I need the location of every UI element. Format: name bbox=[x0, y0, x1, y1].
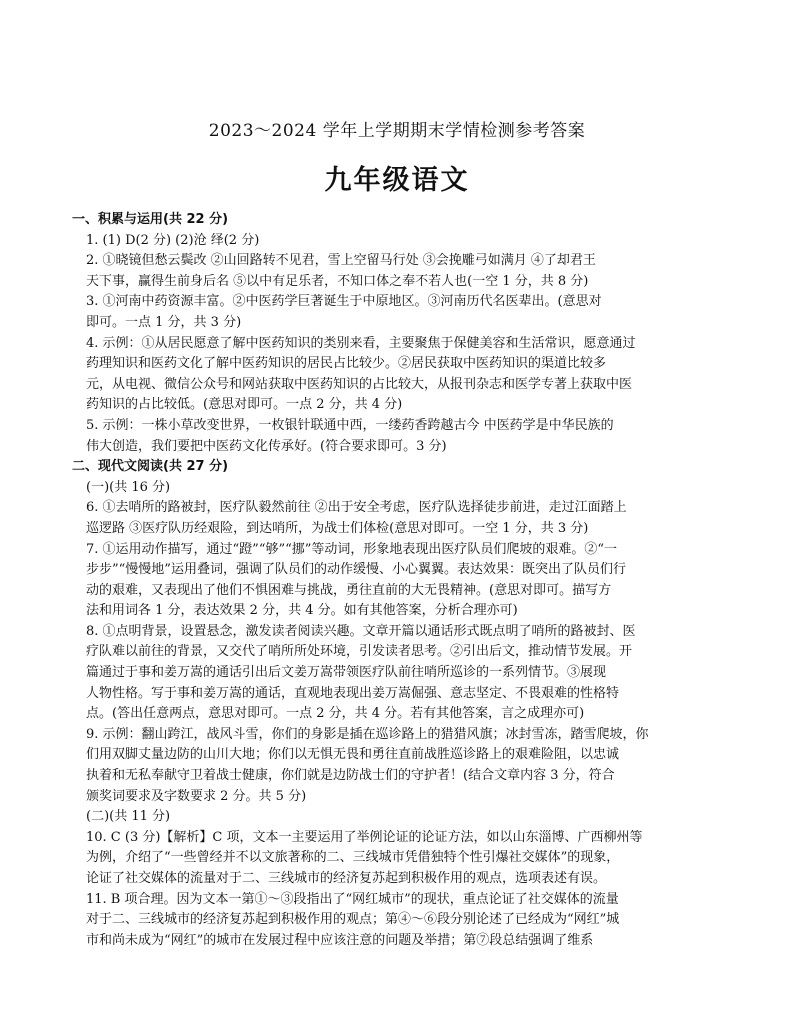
answer-line: 11. B 项合理。因为文本一第①～③段指出了“网红城市”的现状，重点论证了社交媒体的流量 bbox=[86, 891, 619, 907]
answer-line: 篇通过于事和姜万嵩的通话引出后文姜万嵩带领医疗队前往哨所巡诊的一系列情节。③展现 bbox=[86, 665, 607, 681]
answer-line: 8. ①点明背景，设置悬念，激发读者阅读兴趣。文章开篇以通话形式既点明了哨所的路被封、医 bbox=[86, 623, 636, 639]
answer-line: 药知识的占比较低。(意思对即可。一点 2 分，共 4 分) bbox=[86, 397, 403, 413]
answer-line: 9. 示例：翻山跨江，战风斗雪，你们的身影是插在巡诊路上的猎猎风旗；冰封雪冻，踏雪爬坡，你 bbox=[86, 726, 649, 742]
subject-heading: 九年级语文 bbox=[324, 165, 470, 196]
answer-line: 伟大创造，我们要把中医药文化传承好。(符合要求即可。3 分) bbox=[86, 438, 447, 454]
answer-line: 6. ①去哨所的路被封，医疗队毅然前往 ②出于安全考虑，医疗队选择徒步前进，走过江面踏上 bbox=[86, 500, 627, 516]
answer-line: 人物性格。写于事和姜万嵩的通话，直观地表现出姜万嵩倔强、意志坚定、不畏艰难的性格特 bbox=[86, 685, 620, 701]
answer-line: 1. (1) D(2 分) (2)沧 绎(2 分) bbox=[86, 232, 260, 248]
answer-body bbox=[72, 210, 688, 951]
answer-line: 元，从电视、微信公众号和网站获取中医药知识的占比较大，从报刊杂志和医学专著上获取中医 bbox=[86, 376, 633, 392]
answer-line: 步步”“慢慢地”运用叠词，强调了队员们的动作缓慢、小心翼翼。表达效果：既突出了队员们行 bbox=[86, 562, 626, 578]
answer-line: 论证了社交媒体的流量对于二、三线城市的经济复苏起到积极作用的观点，选项表述有误。 bbox=[86, 871, 607, 886]
answer-line: 7. ①运用动作描写，通过“蹬”“够”“挪”等动词，形象地表现出医疗队员们爬坡的艰难。②“一 bbox=[86, 541, 618, 557]
answer-line: 即可。一点 1 分，共 3 分) bbox=[86, 314, 242, 330]
answer-line: 10. C (3 分)【解析】C 项，文本一主要运用了举例论证的论证方法，如以山东淄博、广西柳州等 bbox=[86, 829, 643, 845]
answer-line: 对于二、三线城市的经济复苏起到积极作用的观点；第④～⑥段分别论述了已经成为“网红”城 bbox=[86, 912, 620, 928]
answer-line: 动的艰难，又表现出了他们不惧困难与挑战，勇往直前的大无畏精神。(意思对即可。描写方 bbox=[86, 582, 612, 598]
answer-line: 执着和无私奉献守卫着战士健康，你们就是边防战士们的守护者！(结合文章内容 3 分，符合 bbox=[86, 768, 615, 784]
section-heading: 二、现代文阅读(共 27 分) bbox=[72, 459, 229, 475]
answer-line: 药理知识和医药文化了解中医药知识的居民占比较少。②居民获取中医药知识的渠道比较多 bbox=[86, 356, 607, 372]
answer-line: 为例，介绍了“一些曾经并不以文旅著称的二、三线城市凭借独特个性引爆社交媒体”的现象， bbox=[86, 850, 620, 866]
answer-line: 4. 示例：①从居民愿意了解中医药知识的类别来看，主要聚焦于保健美容和生活常识，愿意通过 bbox=[86, 335, 636, 351]
answer-line: 2. ①晓镜但愁云鬓改 ②山回路转不见君，雪上空留马行处 ③会挽雕弓如满月 ④了却君王 bbox=[86, 253, 596, 269]
answer-line: 们用双脚丈量边防的山川大地；你们以无惧无畏和勇往直前战胜巡诊路上的艰难险阻，以忠诚 bbox=[86, 747, 620, 763]
answer-line: 巡逻路 ③医疗队历经艰险，到达哨所，为战士们体检(意思对即可。一空 1 分，共 3 分) bbox=[86, 520, 589, 536]
answer-line: (一)(共 16 分) bbox=[86, 479, 171, 495]
answer-line: (二)(共 11 分) bbox=[86, 809, 171, 825]
section-heading: 一、积累与运用(共 22 分) bbox=[72, 212, 229, 227]
answer-line: 3. ①河南中药资源丰富。②中医药学巨著诞生于中原地区。③河南历代名医辈出。(意思对 bbox=[86, 294, 602, 310]
answer-line: 点。(答出任意两点，意思对即可。一点 2 分，共 4 分。若有其他答案，言之成理亦可) bbox=[86, 706, 585, 722]
answer-line: 疗队难以前往的背景，又交代了哨所所处环境，引发读者思考。②引出后文，推动情节发展。开 bbox=[86, 644, 633, 660]
document-title: 2023～2024 学年上学期期末学情检测参考答案 bbox=[208, 121, 586, 141]
answer-line: 5. 示例：一株小草改变世界，一枚银针联通中西，一缕药香跨越古今 中医药学是中华民族的 bbox=[86, 417, 614, 433]
answer-line: 法和用词各 1 分，表达效果 2 分，共 4 分。如有其他答案，分析合理亦可) bbox=[86, 603, 518, 619]
answer-line: 市和尚未成为“网红”的城市在发展过程中应该注意的问题及举措；第⑦段总结强调了维系 bbox=[86, 932, 594, 948]
answer-line: 天下事，赢得生前身后名 ⑤以中有足乐者，不知口体之奉不若人也(一空 1 分，共 8 分) bbox=[86, 273, 589, 289]
answer-line: 颁奖词要求及字数要求 2 分。共 5 分) bbox=[86, 788, 307, 804]
